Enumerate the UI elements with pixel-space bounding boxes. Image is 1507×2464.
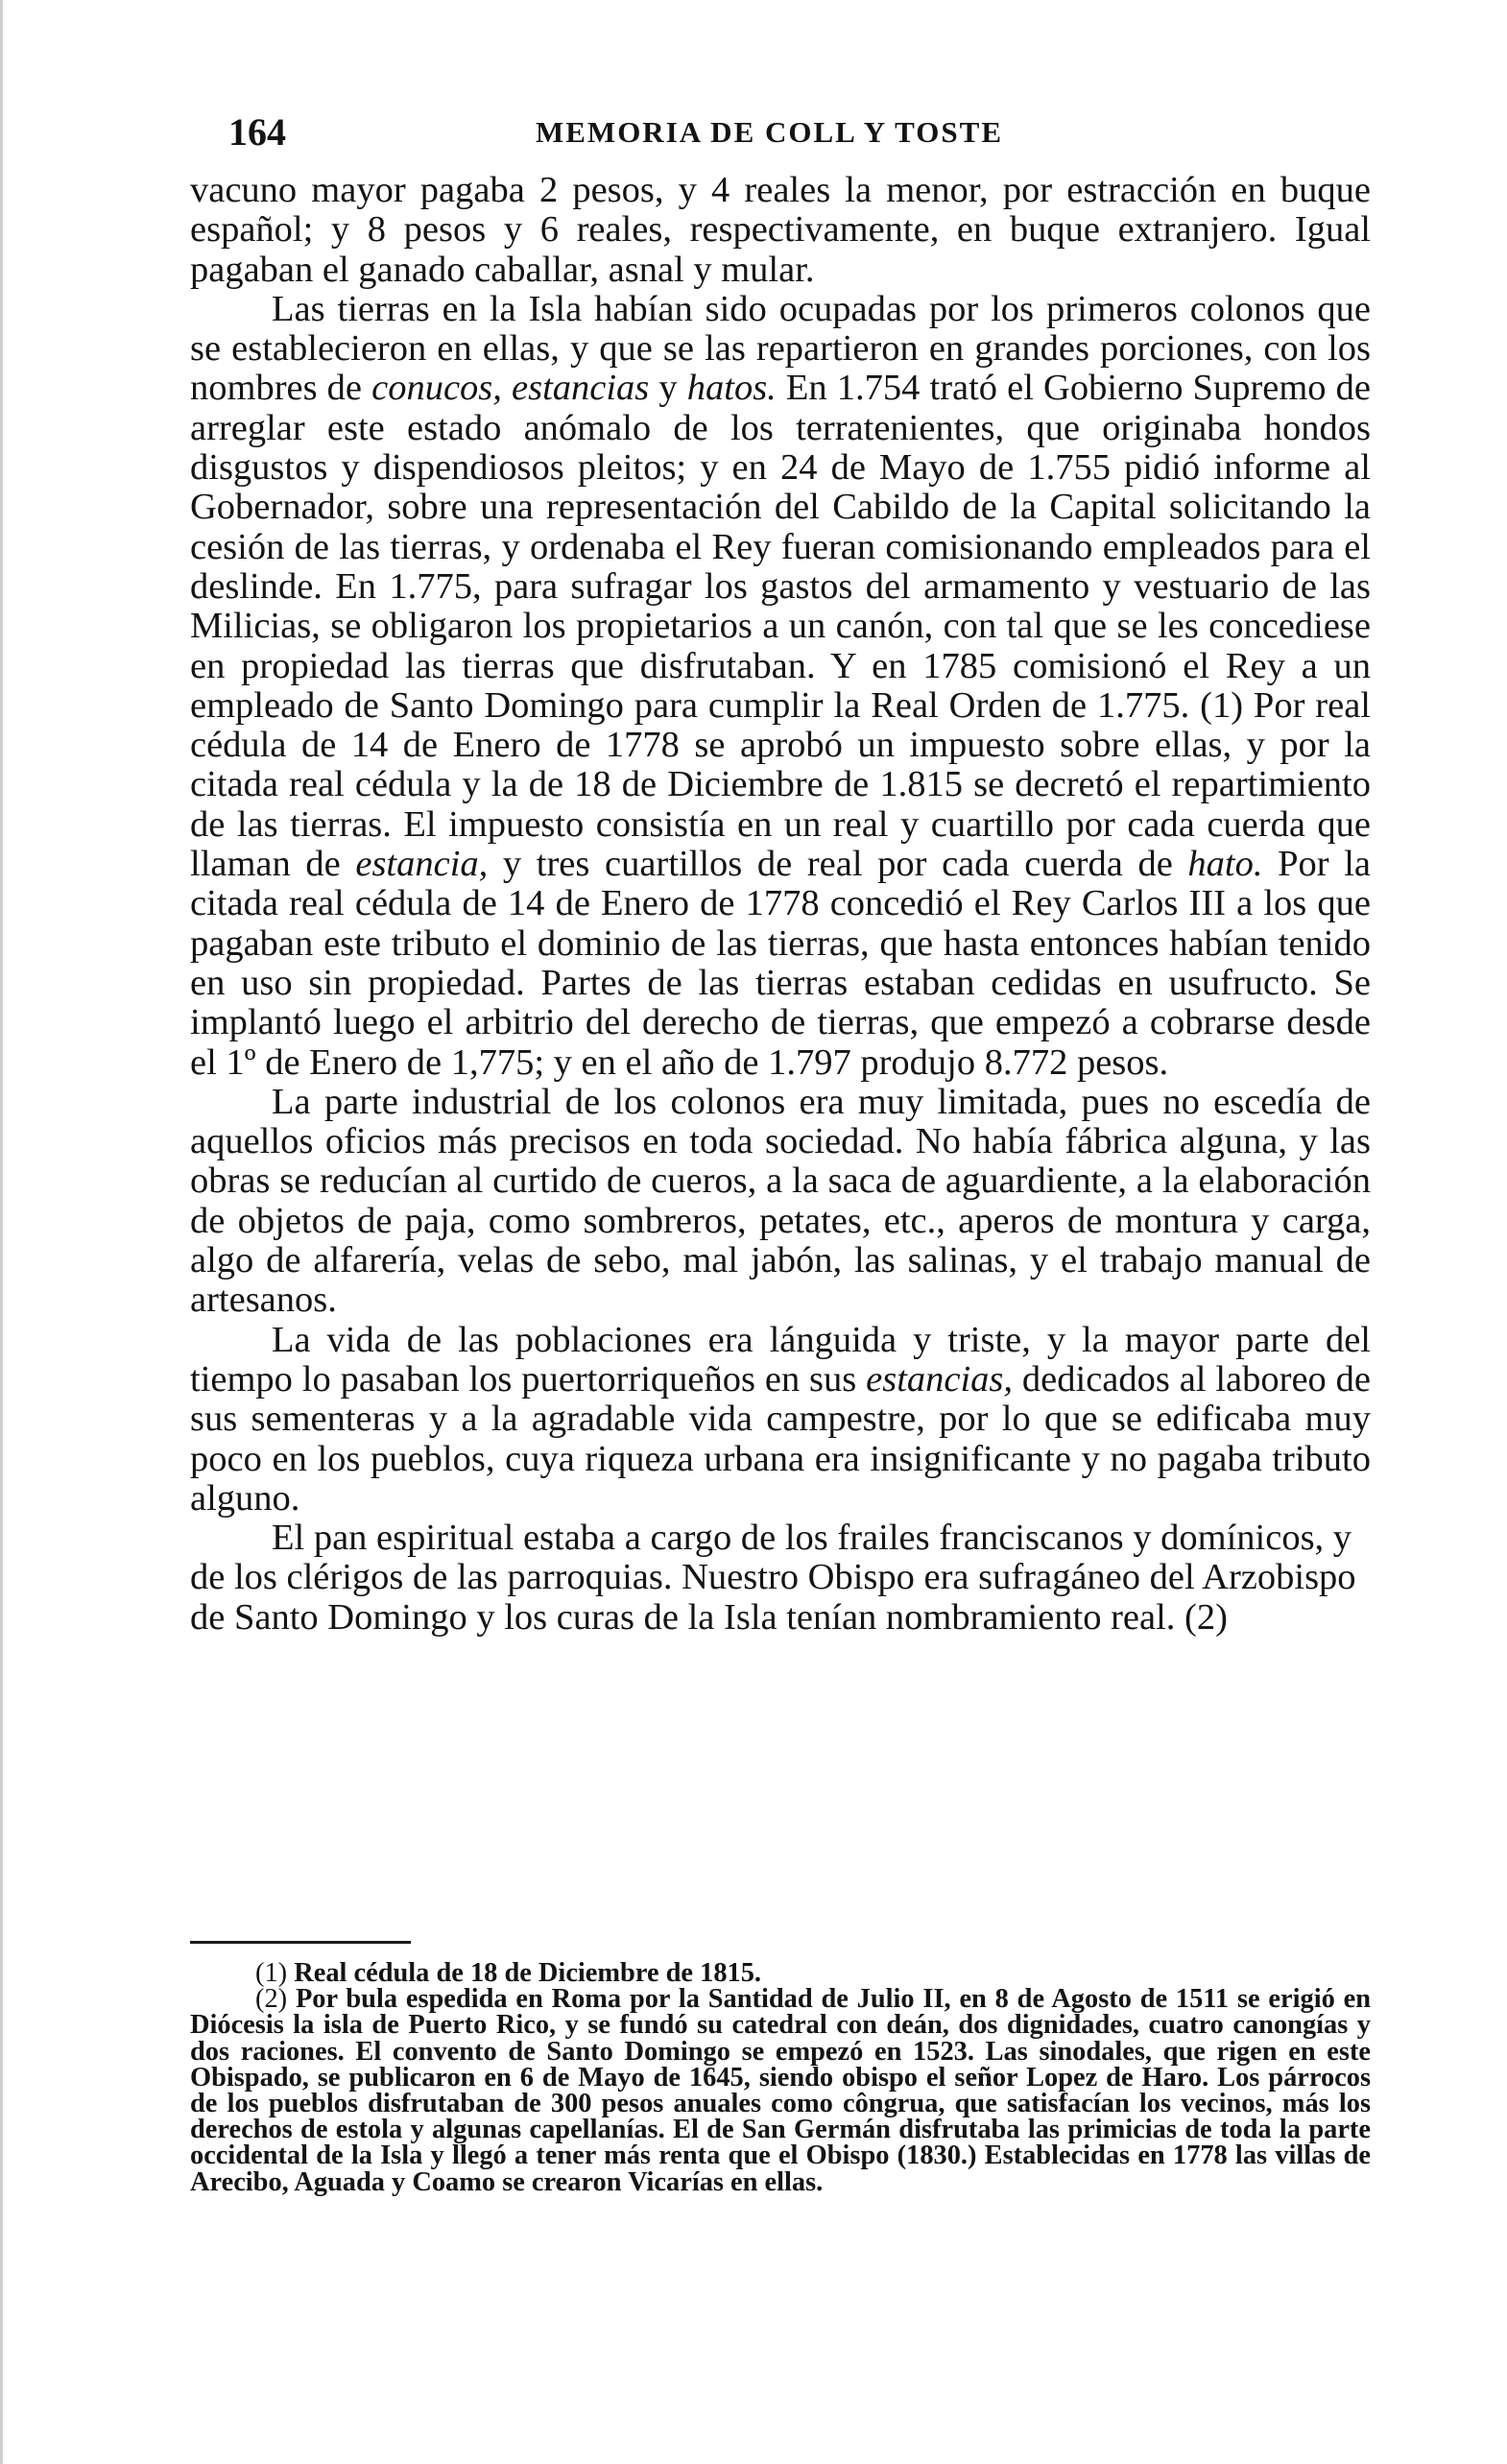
paragraph-2: Las tierras en la Isla habían sido ocupadas por los primeros colonos que se establecieron en ellas, y que se las repartieron en grandes porciones, con los nombres de conucos, estancias y hatos. En 1.754 trató el Gobierno Supremo de arreglar este estado anómalo de los terratenientes, que originaba hondos disgustos y dispendiosos pleitos; y en 24 de Mayo de 1.755 pidió informe al Gobernador, sobre una representación del Cabildo de la Capital solicitando la cesión de las tierras, y ordenaba el Rey fueran comisionando empleados para el deslinde. En 1.775, para sufragar los gastos del armamento y vestuario de las Milicias, se obligaron los propietarios a un canón, con tal que se les concediese en propiedad las tierras que disfrutaban. Y en 1785 comisionó el Rey a un empleado de Santo Domingo para cumplir la Real Orden de 1.775. (1) Por real cédula de 14 de Enero de 1778 se aprobó un impuesto sobre ellas, y por la citada real cédula y la de 18 de Diciembre de 1.815 se decretó el repartimiento de las tierras. El impuesto consistía en un real y cuartillo por cada cuerda que llaman de estancia, y tres cuartillos de real por cada cuerda de hato. Por la citada real cédula de 14 de Enero de 1778 concedió el Rey Carlos III a los que pagaban este tributo el dominio de las tierras, que hasta entonces habían tenido en uso sin propiedad. Partes de las tierras estaban cedidas en usufructo. Se implantó luego el arbitrio del derecho de tierras, que empezó a cobrarse desde el 1º de Enero de 1,775; y en el año de 1.797 produjo 8.772 pesos. (190, 288, 1371, 1083)
footnote-divider (190, 1941, 411, 1944)
italic-term: hatos. (686, 368, 777, 409)
footnotes (190, 1960, 1371, 2195)
footnote-text: Por bula espedida en Roma por la Santidad de Julio II, en 8 de Agosto de 1511 se erigió en Diócesis la isla de Puerto Rico, y se fundó su catedral con deán, dos dignidades, cuatro canongías y dos raciones. El convento de Santo Domingo se empezó en 1523. Las sinodales, que rigen en este Obispado, se publicaron en 6 de Mayo de 1645, siendo obispo el señor Lopez de Haro. Los párrocos de los pueblos disfrutaban de 300 pesos anuales como côngrua, que satisfacían los vecinos, más los derechos de estola y algunas capellanías. El de San Germán disfrutaba las primicias de toda la parte occidental de la Isla y llegó a tener más renta que el Obispo (1830.) Establecidas en 1778 las villas de Arecibo, Aguada y Coamo se crearon Vicarías en ellas. (190, 1984, 1371, 2197)
page-number: 164 (228, 110, 286, 154)
italic-term: hato. (1187, 844, 1263, 885)
italic-term: estancias, (866, 1358, 1014, 1399)
footnote-2 (190, 1986, 1371, 2195)
paragraph-4: La vida de las poblaciones era lánguida y triste, y la mayor parte del tiempo lo pasaban los puertorriqueños en sus estancias, dedicados al laboreo de sus sementeras y a la agradable vida campestre, por lo que se edificaba muy poco en los pueblos, cuya riqueza urbana era insignificante y no pagaba tributo alguno. (190, 1319, 1371, 1519)
footnote-1 (190, 1960, 1371, 1986)
body-text (190, 171, 1371, 1638)
paragraph-1: vacuno mayor pagaba 2 pesos, y 4 reales la menor, por estracción en buque español; y 8 pesos y 6 reales, respectivamente, en buque extranjero. Igual pagaban el ganado caballar, asnal y mular. (190, 170, 1371, 290)
page-edge (0, 0, 3, 2464)
paragraph-5: El pan espiritual estaba a cargo de los frailes franciscanos y domínicos, y de los clérigos de las parroquias. Nuestro Obispo era sufragáneo del Arzobispo de Santo Domingo y los curas de la Isla tenían nombramiento real. (2) (190, 1518, 1356, 1638)
paragraph-3: La parte industrial de los colonos era muy limitada, pues no escedía de aquellos oficios más precisos en toda sociedad. No había fábrica alguna, y las obras se reducían al curtido de cueros, a la saca de aguardiente, a la elaboración de objetos de paja, como sombreros, petates, etc., aperos de montura y carga, algo de alfarería, velas de sebo, mal jabón, las salinas, y el trabajo manual de artesanos. (190, 1081, 1371, 1321)
italic-term: conucos, estancias (371, 368, 650, 409)
footnote-text: Real cédula de 18 de Diciembre de 1815. (294, 1958, 762, 1988)
page-header (190, 104, 1371, 161)
italic-term: estancia, (355, 844, 489, 885)
footnote-mark: (1) (255, 1958, 288, 1988)
footnote-mark: (2) (255, 1984, 288, 2015)
running-head: MEMORIA DE COLL Y TOSTE (536, 115, 1003, 149)
